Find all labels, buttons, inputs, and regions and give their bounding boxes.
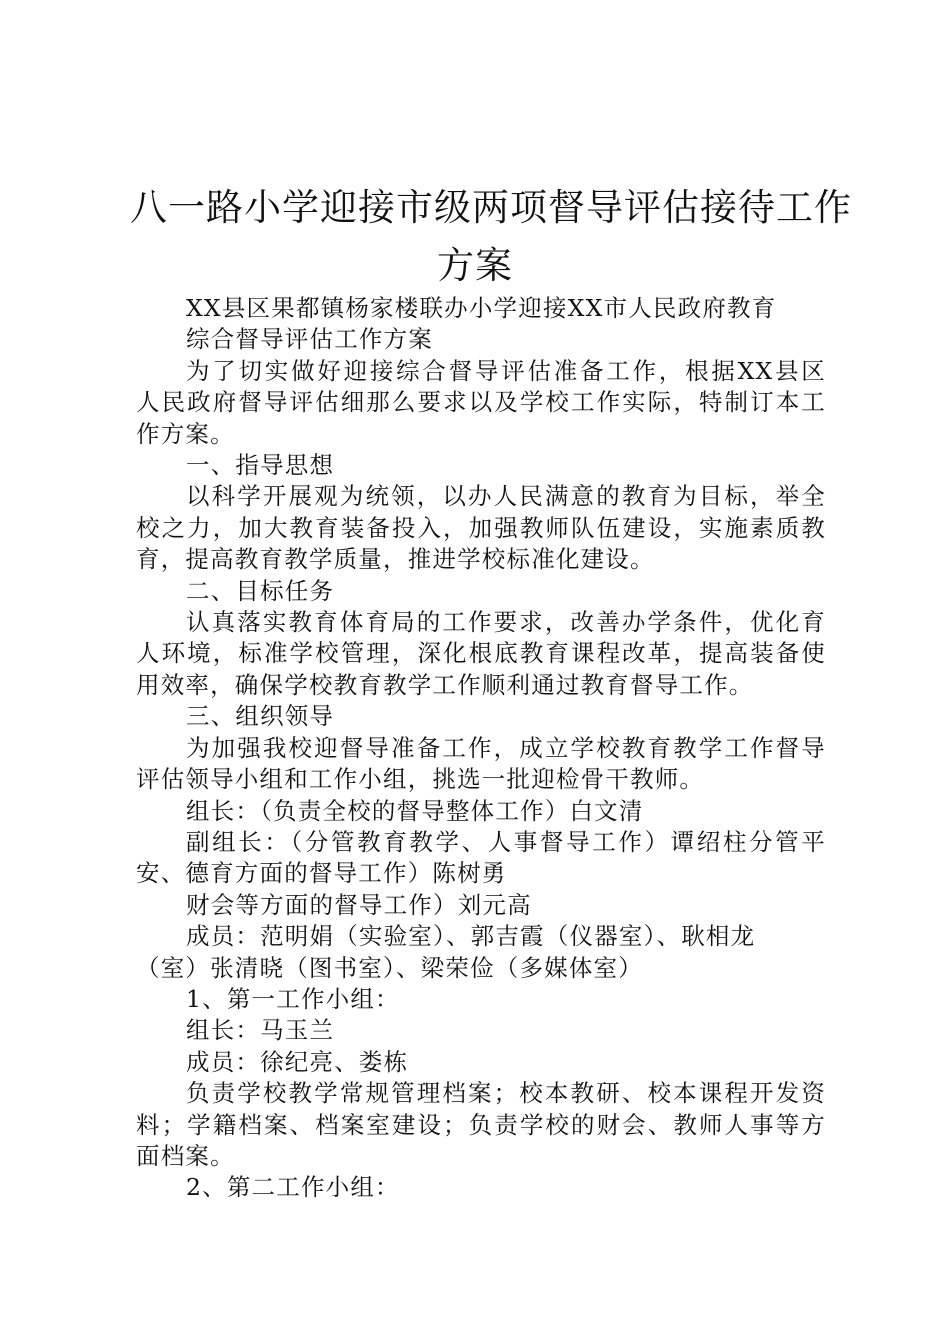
document-title-line-1: 八一路小学迎接市级两项督导评估接待工作: [130, 186, 852, 229]
body-line: 1、第一工作小组：: [186, 984, 400, 1013]
body-line: 2、第二工作小组：: [186, 1173, 400, 1202]
body-line: 人环境，标准学校管理，深化根底教育课程改革，提高装备使: [136, 639, 826, 668]
body-line: 作方案。: [136, 419, 235, 448]
body-line: 财会等方面的督导工作）刘元高: [186, 890, 532, 919]
document-title-line-2: 方案: [437, 244, 513, 287]
body-line: 组长：马玉兰: [186, 1016, 335, 1045]
body-line: 组长：（负责全校的督导整体工作）白文清: [186, 796, 644, 825]
body-line: 以科学开展观为统领，以办人民满意的教育为目标，举全: [186, 482, 826, 511]
body-line: 用效率，确保学校教育教学工作顺利通过教育督导工作。: [136, 670, 754, 699]
document-body: [136, 293, 826, 1204]
body-line: 安、德育方面的督导工作）陈树勇: [136, 859, 507, 888]
body-line: 一、指导思想: [186, 451, 335, 480]
body-line: 为加强我校迎督导准备工作，成立学校教育教学工作督导: [186, 733, 826, 762]
body-line: 育，提高教育教学质量，推进学校标准化建设。: [136, 545, 655, 574]
body-line: XX县区果都镇杨家楼联办小学迎接XX市人民政府教育: [186, 294, 777, 322]
body-line: 料；学籍档案、档案室建设；负责学校的财会、教师人事等方: [136, 1110, 826, 1139]
body-line: 校之力，加大教育装备投入，加强教师队伍建设，实施素质教: [136, 513, 826, 542]
body-line: 综合督导评估工作方案: [186, 325, 433, 354]
body-line: 人民政府督导评估细那么要求以及学校工作实际，特制订本工: [136, 388, 826, 417]
body-line: 三、组织领导: [186, 702, 335, 731]
body-line: 认真落实教育体育局的工作要求，改善办学条件，优化育: [186, 608, 826, 637]
body-line: （室）张清晓（图书室）、梁荣俭（多媒体室）: [136, 953, 643, 982]
body-line: 二、目标任务: [186, 576, 335, 605]
body-line: 面档案。: [136, 1141, 235, 1170]
body-line: 成员：范明娟（实验室）、郭吉霞（仪器室）、耿相龙: [186, 922, 756, 951]
body-line: 副组长：（分管教育教学、人事督导工作）谭绍柱分管平: [186, 827, 826, 856]
body-line: 成员：徐纪亮、娄栋: [186, 1047, 409, 1076]
body-line: 为了切实做好迎接综合督导评估准备工作，根据XX县区: [186, 356, 826, 385]
body-line: 评估领导小组和工作小组，挑选一批迎检骨干教师。: [136, 765, 705, 794]
body-line: 负责学校教学常规管理档案；校本教研、校本课程开发资: [186, 1079, 826, 1108]
